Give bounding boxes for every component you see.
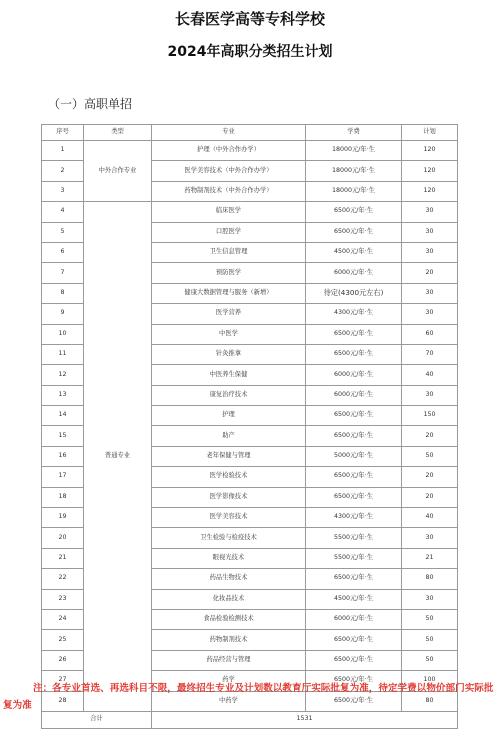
row-major: 眼视光技术 [152,548,306,568]
table-row [42,141,458,161]
header-type: 类型 [84,125,152,141]
row-major: 医学检验技术 [152,467,306,487]
row-no: 5 [42,222,84,242]
row-fee: 6500元/年·生 [306,324,402,344]
row-major: 医学营养 [152,304,306,324]
row-major: 助产 [152,426,306,446]
row-no: 10 [42,324,84,344]
row-plan: 70 [402,344,458,364]
row-no: 23 [42,589,84,609]
row-plan: 20 [402,467,458,487]
row-major: 药学 [152,671,306,691]
row-no: 14 [42,406,84,426]
row-plan: 50 [402,446,458,466]
footnote: 注：各专业首选、再选科目不限，最终招生专业及计划数以教育厅实际批复为准，待定学费以物价部门实际批复为准 [3,683,494,711]
row-fee: 5500元/年·生 [306,548,402,568]
row-no: 13 [42,385,84,405]
row-plan: 21 [402,548,458,568]
row-plan: 20 [402,487,458,507]
row-major: 医学美容技术 [152,508,306,528]
row-plan: 20 [402,263,458,283]
row-fee: 5500元/年·生 [306,528,402,548]
row-plan: 40 [402,508,458,528]
table-header-row [42,125,458,141]
row-major: 临床医学 [152,202,306,222]
row-fee: 6500元/年·生 [306,691,402,711]
row-major: 医学影像技术 [152,487,306,507]
row-fee: 6500元/年·生 [306,426,402,446]
row-major: 卫生信息管理 [152,242,306,262]
row-fee: 6500元/年·生 [306,406,402,426]
row-major: 护理（中外合作办学） [152,141,306,161]
row-fee: 4300元/年·生 [306,304,402,324]
row-major: 医学美容技术（中外合作办学） [152,161,306,181]
row-plan: 30 [402,528,458,548]
row-no: 28 [42,691,84,711]
row-no: 25 [42,630,84,650]
row-plan: 120 [402,181,458,201]
row-no: 6 [42,242,84,262]
row-plan: 50 [402,650,458,670]
row-type-group: 普通专业 [84,202,152,712]
row-type-group: 中外合作专业 [84,141,152,202]
row-plan: 120 [402,141,458,161]
row-no: 20 [42,528,84,548]
row-no: 15 [42,426,84,446]
row-no: 27 [42,671,84,691]
row-fee: 18000元/年·生 [306,141,402,161]
row-plan: 80 [402,569,458,589]
row-plan: 30 [402,222,458,242]
row-major: 老年保健与管理 [152,446,306,466]
row-major: 化妆品技术 [152,589,306,609]
row-fee: 6000元/年·生 [306,263,402,283]
row-major: 卫生检验与检疫技术 [152,528,306,548]
table-row [42,202,458,222]
row-fee: 待定(4300元左右) [306,283,402,303]
row-no: 24 [42,609,84,629]
row-no: 1 [42,141,84,161]
row-fee: 6500元/年·生 [306,467,402,487]
row-plan: 120 [402,161,458,181]
header-no: 序号 [42,125,84,141]
row-major: 药物制剂技术（中外合作办学） [152,181,306,201]
row-plan: 30 [402,385,458,405]
section-heading: （一）高职单招 [48,97,133,111]
row-fee: 4300元/年·生 [306,508,402,528]
row-no: 18 [42,487,84,507]
row-no: 9 [42,304,84,324]
row-no: 19 [42,508,84,528]
row-no: 3 [42,181,84,201]
row-major: 康复治疗技术 [152,385,306,405]
row-plan: 50 [402,609,458,629]
row-plan: 30 [402,304,458,324]
document-subtitle: 2024年高职分类招生计划 [167,44,333,60]
table-body [42,141,458,729]
row-no: 12 [42,365,84,385]
row-plan: 50 [402,630,458,650]
row-major: 护理 [152,406,306,426]
total-value: 1531 [152,711,458,728]
row-major: 中药学 [152,691,306,711]
row-fee: 6500元/年·生 [306,630,402,650]
row-fee: 6500元/年·生 [306,650,402,670]
row-plan: 100 [402,671,458,691]
header-major: 专业 [152,125,306,141]
row-major: 药品经营与管理 [152,650,306,670]
row-major: 中医学 [152,324,306,344]
row-major: 健康大数据管理与服务（新增） [152,283,306,303]
row-no: 16 [42,446,84,466]
row-no: 21 [42,548,84,568]
header-fee: 学费 [306,125,402,141]
row-no: 22 [42,569,84,589]
total-label: 合计 [42,711,152,728]
row-fee: 18000元/年·生 [306,181,402,201]
row-fee: 6500元/年·生 [306,487,402,507]
row-no: 11 [42,344,84,364]
row-major: 药物制剂技术 [152,630,306,650]
row-no: 4 [42,202,84,222]
row-major: 预防医学 [152,263,306,283]
row-fee: 6000元/年·生 [306,609,402,629]
row-plan: 80 [402,691,458,711]
row-fee: 6500元/年·生 [306,222,402,242]
header-plan: 计划 [402,125,458,141]
row-no: 17 [42,467,84,487]
row-no: 7 [42,263,84,283]
row-fee: 6500元/年·生 [306,344,402,364]
row-fee: 4500元/年·生 [306,589,402,609]
row-major: 中医养生保健 [152,365,306,385]
row-plan: 20 [402,426,458,446]
enrollment-plan-table [41,124,458,729]
row-fee: 6500元/年·生 [306,569,402,589]
row-fee: 6500元/年·生 [306,202,402,222]
row-major: 针灸推拿 [152,344,306,364]
row-plan: 30 [402,202,458,222]
row-plan: 40 [402,365,458,385]
row-plan: 60 [402,324,458,344]
row-plan: 150 [402,406,458,426]
row-fee: 18000元/年·生 [306,161,402,181]
row-fee: 4500元/年·生 [306,242,402,262]
row-no: 26 [42,650,84,670]
row-fee: 6000元/年·生 [306,365,402,385]
row-fee: 6000元/年·生 [306,385,402,405]
row-plan: 30 [402,283,458,303]
row-major: 口腔医学 [152,222,306,242]
row-fee: 6500元/年·生 [306,671,402,691]
row-major: 食品检验检测技术 [152,609,306,629]
row-plan: 30 [402,242,458,262]
document-title: 长春医学高等专科学校 [174,10,325,28]
row-no: 8 [42,283,84,303]
row-plan: 30 [402,589,458,609]
row-no: 2 [42,161,84,181]
row-major: 药品生物技术 [152,569,306,589]
row-fee: 5000元/年·生 [306,446,402,466]
